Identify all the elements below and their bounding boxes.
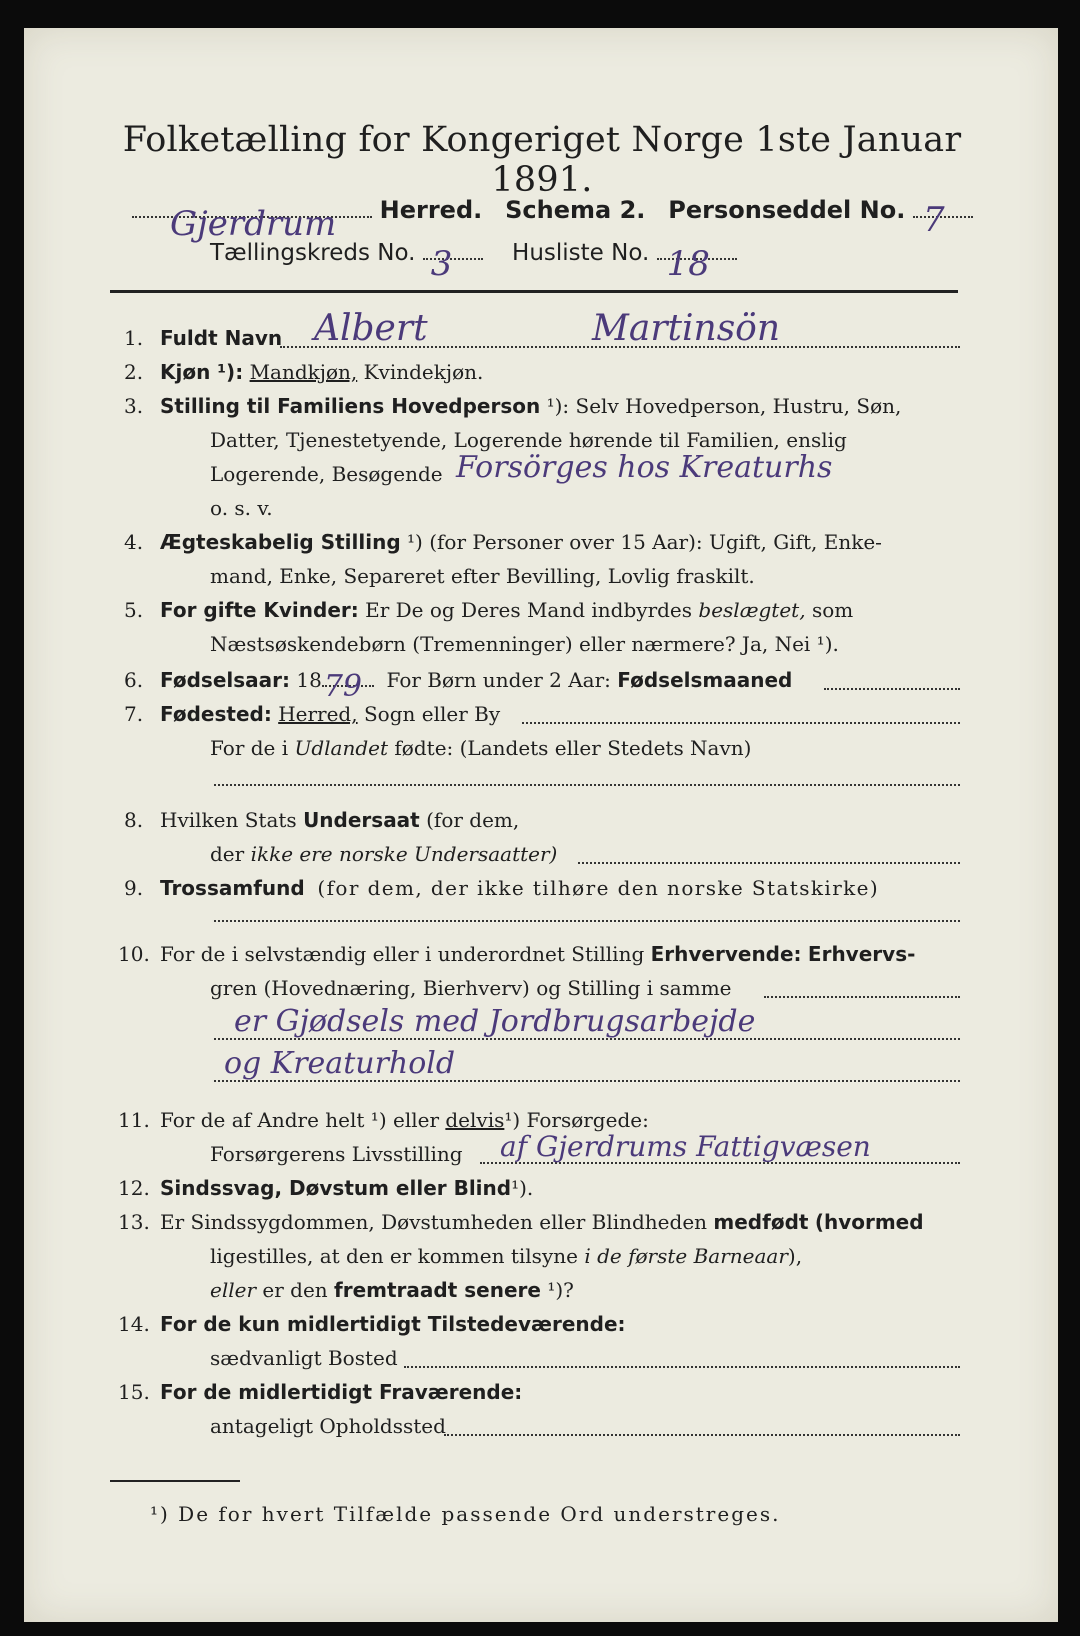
q3-number: 3.	[124, 394, 144, 418]
q8-line1c: (for dem,	[426, 808, 520, 832]
footnote-divider	[110, 1480, 240, 1482]
q9-row	[160, 876, 879, 900]
q13-line2a: ligestilles, at den er kommen tilsyne	[210, 1244, 578, 1268]
q7-line2b: fødte: (Landets eller Stedets Navn)	[394, 736, 752, 760]
header-divider	[110, 290, 958, 293]
q1-number: 1.	[124, 326, 144, 350]
q3-row-3: Logerende, Besøgende	[210, 462, 443, 486]
q13-line2b: i de første Barneaar	[584, 1244, 788, 1268]
q6-year-value: 79	[323, 669, 362, 704]
q15-row-2: antageligt Opholdssted	[210, 1414, 446, 1438]
personseddel-value: 7	[922, 200, 945, 240]
q13-row-1	[160, 1210, 924, 1234]
herred-value: Gjerdrum	[170, 204, 337, 244]
q13-medfodt: medfødt	[713, 1210, 809, 1234]
q4-row-2: mand, Enke, Separeret efter Bevilling, Lovlig fraskilt.	[210, 564, 755, 588]
q6-maaned: Fødselsmaaned	[617, 668, 793, 692]
q13-line3a: eller	[210, 1278, 257, 1302]
q6-month-line	[824, 688, 960, 690]
q2-option-kvindekjon: Kvindekjøn.	[363, 360, 484, 384]
q15-number: 15.	[118, 1380, 150, 1404]
q10-line-c	[214, 1080, 960, 1082]
q6-row	[160, 668, 793, 704]
kreds-label: Tællingskreds No.	[210, 240, 416, 266]
q11-answer: af Gjerdrums Fattigvæsen	[500, 1130, 871, 1163]
q4-number: 4.	[124, 530, 144, 554]
q10-erhvervs: Erhvervs-	[807, 942, 916, 966]
q1-last-name: Martinsön	[592, 308, 781, 349]
q12-row	[160, 1176, 533, 1200]
q7-rest: Sogn eller By	[363, 702, 501, 726]
q12-rest: ¹).	[511, 1176, 534, 1200]
q2-label: Kjøn ¹):	[160, 360, 244, 384]
q6-children-text: For Børn under 2 Aar:	[386, 668, 611, 692]
q8-undersaat: Undersaat	[303, 808, 420, 832]
q9-answer-line	[214, 920, 960, 922]
q10-line-b	[214, 1038, 960, 1040]
q13-line1b: (hvormed	[814, 1210, 924, 1234]
q13-line3c: fremtraadt senere	[334, 1278, 541, 1302]
q5-row-1	[160, 598, 853, 622]
footnote: ¹) De for hvert Tilfælde passende Ord understreges.	[150, 1502, 781, 1526]
q8-line2a: der	[210, 842, 245, 866]
q2-row	[160, 360, 483, 384]
q11-row-2: Forsørgerens Livsstilling	[210, 1142, 463, 1166]
q15-row-1	[160, 1380, 522, 1404]
q13-line3b: er den	[262, 1278, 328, 1302]
q7-place-line	[522, 722, 960, 724]
q4-row-1	[160, 530, 882, 554]
q8-row-1	[160, 808, 519, 832]
q14-answer-line	[404, 1366, 960, 1368]
q15-answer-line	[444, 1434, 960, 1436]
q9-number: 9.	[124, 876, 144, 900]
q4-options-1: ¹) (for Personer over 15 Aar): Ugift, Gift, Enke-	[407, 530, 882, 554]
q2-option-mandkjon: Mandkjøn,	[249, 360, 358, 384]
q14-number: 14.	[118, 1312, 150, 1336]
q1-row	[160, 326, 282, 350]
q5-label: For gifte Kvinder:	[160, 598, 359, 622]
q5-som: som	[811, 598, 854, 622]
q11-number: 11.	[118, 1108, 150, 1132]
header-row-kreds	[210, 240, 737, 284]
q6-label: Fødselsaar:	[160, 668, 290, 692]
q1-first-name: Albert	[314, 308, 428, 349]
q8-line2b: ikke ere norske Undersaatter)	[250, 842, 558, 866]
q9-rest: (for dem, der ikke tilhøre den norske Statskirke)	[317, 876, 880, 900]
q3-row-2: Datter, Tjenestetyende, Logerende hørende til Familien, enslig	[210, 428, 847, 452]
q10-line1a: For de i selvstændig eller i underordnet Stilling	[160, 942, 645, 966]
q7-udlandet: Udlandet	[294, 736, 389, 760]
q14-row-2: sædvanligt Bosted	[210, 1346, 398, 1370]
q5-number: 5.	[124, 598, 144, 622]
q13-row-3	[210, 1278, 574, 1302]
q8-line1a: Hvilken Stats	[160, 808, 297, 832]
q7-label: Fødested:	[160, 702, 272, 726]
q11-row-1	[160, 1108, 649, 1132]
q3-row-1	[160, 394, 901, 418]
q1-label: Fuldt Navn	[160, 326, 283, 350]
q14-row-1	[160, 1312, 626, 1336]
q13-line3d: ¹)?	[547, 1278, 574, 1302]
q13-row-2	[210, 1244, 802, 1268]
q11-delvis: delvis	[445, 1108, 505, 1132]
census-form-sheet	[24, 28, 1058, 1622]
kreds-value: 3	[430, 244, 453, 284]
q11-line1a: For de af Andre helt ¹) eller	[160, 1108, 440, 1132]
husliste-label: Husliste No.	[512, 240, 650, 266]
q2-number: 2.	[124, 360, 144, 384]
q9-label: Trossamfund	[160, 876, 305, 900]
q3-options-1: ¹): Selv Hovedperson, Hustru, Søn,	[546, 394, 902, 418]
q7-row-2	[210, 736, 751, 760]
q5-row-2: Næstsøskendebørn (Tremenninger) eller nærmere? Ja, Nei ¹).	[210, 632, 839, 656]
q8-number: 8.	[124, 808, 144, 832]
q13-line1a: Er Sindssygdommen, Døvstumheden eller Blindheden	[160, 1210, 708, 1234]
q8-answer-line	[578, 862, 960, 864]
q6-number: 6.	[124, 668, 144, 692]
q11-line1b: ¹) Forsørgede:	[504, 1108, 649, 1132]
husliste-value: 18	[666, 244, 710, 284]
q3-label: Stilling til Familiens Hovedperson	[160, 394, 541, 418]
q10-number: 10.	[118, 942, 150, 966]
q4-label: Ægteskabelig Stilling	[160, 530, 401, 554]
herred-label: Herred.	[379, 196, 483, 224]
q7-foreign-line	[214, 784, 960, 786]
q12-label: Sindssvag, Døvstum eller Blind	[160, 1176, 512, 1200]
q13-number: 13.	[118, 1210, 150, 1234]
q7-herred: Herred,	[278, 702, 358, 726]
q10-line-a	[764, 996, 960, 998]
q7-row-1	[160, 702, 500, 726]
q14-label: For de kun midlertidigt Tilstedeværende:	[160, 1312, 626, 1336]
q10-answer-1: er Gjødsels med Jordbrugsarbejde	[234, 1004, 756, 1039]
q13-line2c: ),	[787, 1244, 803, 1268]
header-row-herred	[132, 196, 973, 244]
q15-label: For de midlertidigt Fraværende:	[160, 1380, 523, 1404]
q12-number: 12.	[118, 1176, 150, 1200]
q10-erhvervende: Erhvervende:	[650, 942, 802, 966]
q5-beslaegtet: beslægtet,	[698, 598, 806, 622]
q5-text: Er De og Deres Mand indbyrdes	[365, 598, 693, 622]
q10-row-1	[160, 942, 915, 966]
form-title: Folketælling for Kongeriget Norge 1ste Januar 1891.	[122, 120, 962, 200]
q10-answer-2: og Kreaturhold	[224, 1046, 456, 1081]
q3-answer: Forsörges hos Kreaturhs	[456, 450, 833, 485]
q7-number: 7.	[124, 702, 144, 726]
personseddel-label: Personseddel No.	[668, 196, 906, 224]
q6-year-prefix: 18	[296, 668, 322, 692]
q8-row-2	[210, 842, 557, 866]
schema-label: Schema 2.	[505, 196, 646, 224]
q3-row-4: o. s. v.	[210, 496, 273, 520]
q7-line2a: For de i	[210, 736, 289, 760]
q10-row-2: gren (Hovednæring, Bierhverv) og Stilling i samme	[210, 976, 732, 1000]
